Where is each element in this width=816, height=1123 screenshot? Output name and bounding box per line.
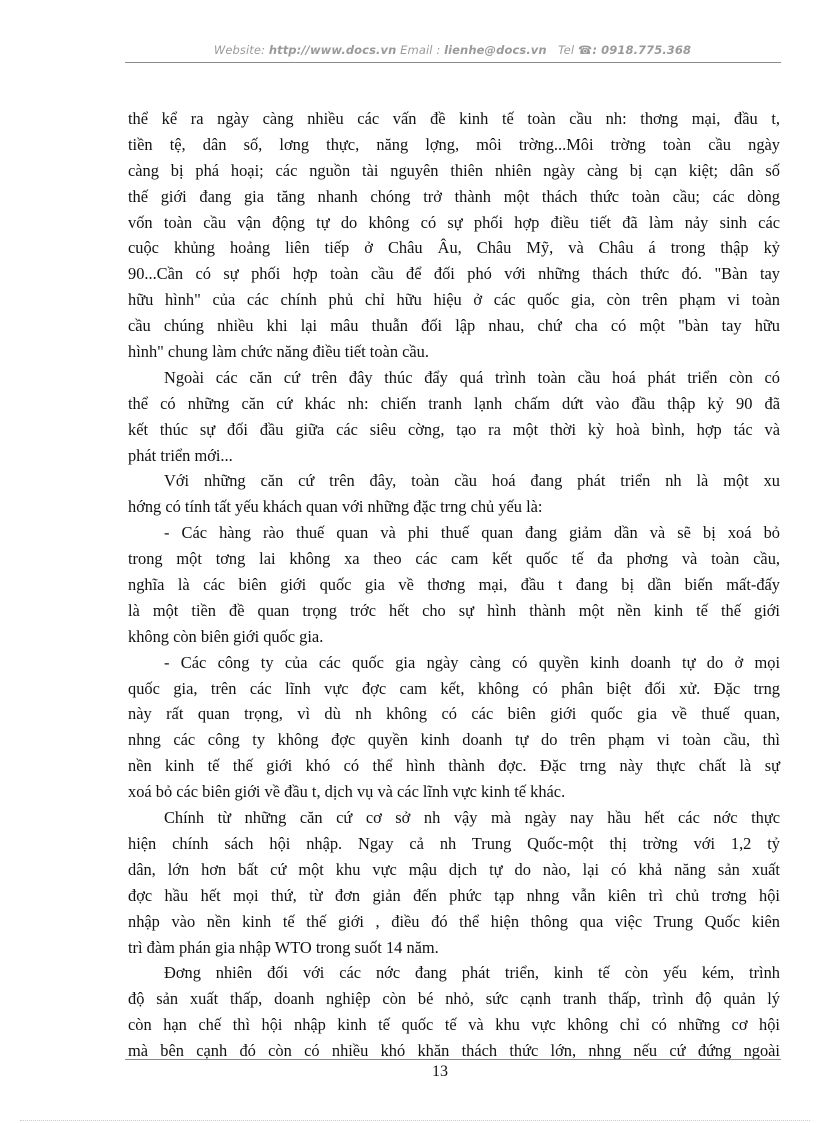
text-line: trong một tơng lai không xa theo các cam kết quốc tế đa phơng và toàn cầu, (128, 549, 780, 569)
text-line: hữu hình" của các chính phủ chỉ hữu hiệu ở các quốc gia, còn trên phạm vi toàn (128, 290, 780, 310)
text-line: nhng các công ty không đợc quyền kinh doanh tự do trên phạm vi toàn cầu, thì (128, 730, 780, 750)
text-line: vốn toàn cầu vận động tự do không có sự phối hợp điều tiết đã làm nảy sinh các (128, 212, 780, 232)
page-edge (20, 1120, 810, 1121)
text-line: hớng có tính tất yếu khách quan với những đặc trng chủ yếu là: (128, 497, 543, 517)
text-line: độ sản xuất thấp, doanh nghiệp còn bé nhỏ, sức cạnh tranh thấp, trình độ quản lý (128, 989, 780, 1009)
text-line: cuộc khủng hoảng liên tiếp ở Châu Âu, Châu Mỹ, và Châu á trong thập kỷ (128, 238, 780, 258)
page-header (125, 43, 780, 57)
text-line: nghĩa là các biên giới quốc gia về thơng mại, đầu t đang bị dần biến mất-đấy (128, 575, 780, 595)
text-line: thể có những căn cứ khác nh: chiến tranh lạnh chấm dứt vào đầu thập kỷ 90 đã (128, 393, 780, 413)
text-line: tiền tệ, dân số, lơng thực, năng lợng, môi trờng...Môi trờng toàn cầu ngày (128, 134, 780, 154)
text-line: - Các công ty của các quốc gia ngày càng có quyền kinh doanh tự do ở mọi (164, 652, 780, 672)
text-line: thể kể ra ngày càng nhiều các vấn đề kinh tế toàn cầu nh: thơng mại, đầu t, (128, 109, 780, 128)
header-divider (125, 62, 781, 63)
text-line: đợc hầu hết mọi thứ, từ đơn giản đến phức tạp nhng vẫn kiên trì chủ trơng hội (128, 885, 780, 905)
footer-divider (125, 1059, 781, 1060)
text-line: kết thúc sự đối đầu giữa các siêu cờng, tạo ra một thời kỳ hoà bình, hợp tác và (128, 419, 780, 439)
text-line: quốc gia, trên các lĩnh vực đợc cam kết, không có phân biệt đối xử. Đặc trng (128, 678, 780, 698)
email-link[interactable]: lienhe@docs.vn (444, 43, 547, 57)
text-line: xoá bỏ các biên giới về đầu t, dịch vụ và các lĩnh vực kinh tế khác. (128, 782, 566, 802)
text-line: mà bên cạnh đó còn có nhiều khó khăn thách thức lớn, nhng nếu cứ đứng ngoài (128, 1041, 780, 1061)
email-label: Email : (400, 43, 441, 57)
text-line: càng bị phá hoại; các nguồn tài nguyên thiên nhiên ngày càng bị cạn kiệt; dân số (128, 160, 780, 180)
text-line: Chính từ những căn cứ cơ sở nh vậy mà ngày nay hầu hết các nớc thực (164, 808, 780, 828)
text-line: này rất quan trọng, vì dù nh không có các biên giới quốc gia về thuế quan, (128, 704, 780, 724)
tel-label: Tel (557, 43, 575, 57)
text-line: Ngoài các căn cứ trên đây thúc đẩy quá trình toàn cầu hoá phát triển còn có (164, 367, 780, 387)
text-line: cầu chúng nhiều khi lại mâu thuẫn đối lập nhau, chứ cha có một "bàn tay hữu (128, 316, 780, 336)
text-line: hiện chính sách hội nhập. Ngay cả nh Trung Quốc-một thị trờng với 1,2 tỷ (128, 833, 780, 853)
text-line: nhập vào nền kinh tế thế giới , điều đó thể hiện thông qua việc Trung Quốc kiên (128, 911, 780, 931)
website-label: Website: (213, 43, 266, 57)
text-line: Đơng nhiên đối với các nớc đang phát triển, kinh tế còn yếu kém, trình (164, 963, 780, 983)
text-line: là một tiền đề quan trọng trớc hết cho sự hình thành một nền kinh tế thế giới (128, 600, 780, 620)
document-body (128, 106, 780, 1064)
text-line: 90...Cần có sự phối hợp toàn cầu để đối phó với những thách thức đó. "Bàn tay (128, 264, 780, 284)
text-line: trì đàm phán gia nhập WTO trong suốt 14 năm. (128, 937, 439, 957)
text-line: nền kinh tế thế giới khó có thể hình thành đợc. Đặc trng này thực chất là sự (128, 756, 780, 776)
phone-icon: ☎ (577, 43, 593, 57)
text-line: thế giới đang gia tăng nhanh chóng trở thành một thách thức toàn cầu; các dòng (128, 186, 780, 206)
text-line: còn hạn chế thì hội nhập kinh tế quốc tế và khu vực không chỉ có những cơ hội (128, 1015, 780, 1035)
page-number: 13 (432, 1063, 448, 1080)
text-line: dân, lớn hơn bất cứ một khu vực mậu dịch tự do nào, lại có khả năng sản xuất (128, 859, 780, 879)
text-line: phát triển mới... (128, 445, 233, 465)
text-line: hình" chung làm chức năng điều tiết toàn cầu. (128, 342, 429, 362)
website-link[interactable]: http://www.docs.vn (268, 43, 397, 57)
text-line: - Các hàng rào thuế quan và phi thuế quan đang giảm dần và sẽ bị xoá bỏ (164, 523, 780, 543)
text-line: không còn biên giới quốc gia. (128, 626, 324, 646)
text-line: Với những căn cứ trên đây, toàn cầu hoá đang phát triển nh là một xu (164, 471, 780, 491)
phone-number: : 0918.775.368 (592, 43, 692, 57)
